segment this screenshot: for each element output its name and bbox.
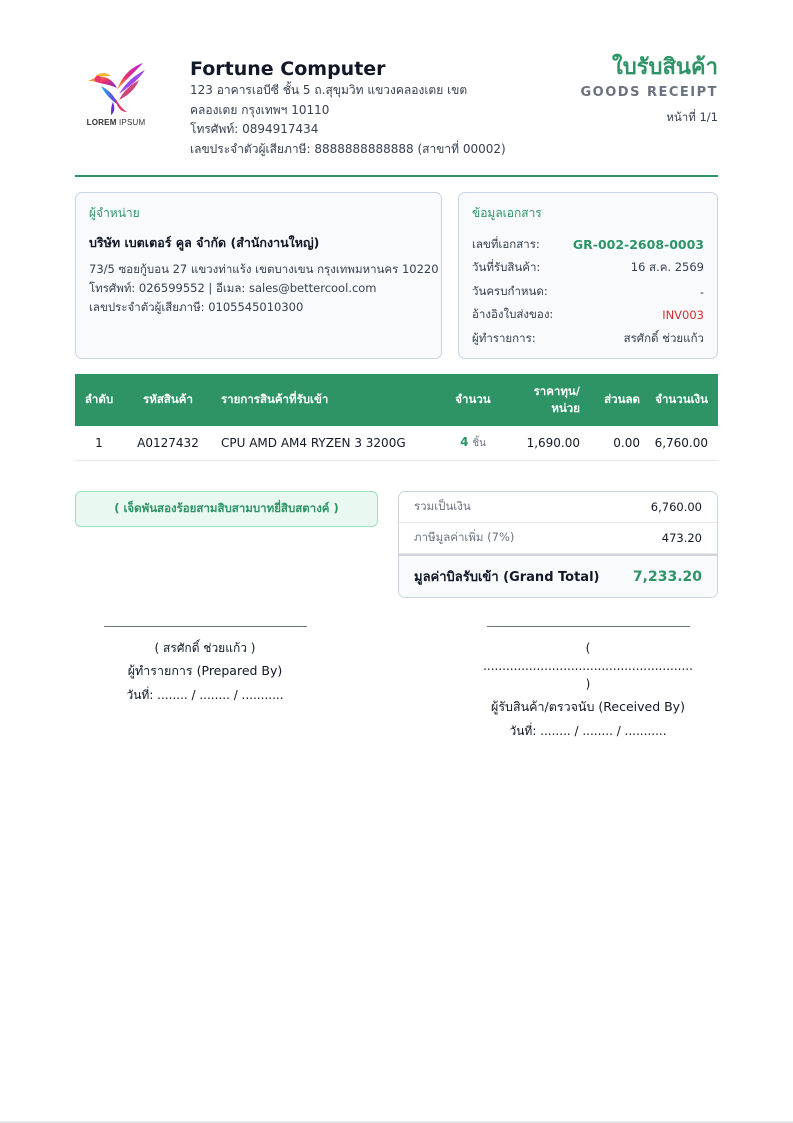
document-info-box xyxy=(458,192,718,359)
supplier-heading: ผู้จำหน่าย xyxy=(89,206,140,220)
table-header xyxy=(75,374,718,426)
subtotal-label: รวมเป็นเงิน xyxy=(414,499,471,513)
supplier-box xyxy=(75,192,442,359)
logo-wordmark: LOREM IPSUM xyxy=(86,118,146,127)
header-discount: ส่วนลด xyxy=(604,392,640,406)
document-info-heading: ข้อมูลเอกสาร xyxy=(472,206,542,220)
table-row xyxy=(75,426,718,461)
header-no: ลำดับ xyxy=(84,392,114,406)
delivery-reference: INV003 xyxy=(662,308,704,323)
info-row-receive-date xyxy=(472,257,704,281)
document-heading xyxy=(581,54,719,127)
totals-box xyxy=(398,491,718,598)
cell-amount: 6,760.00 xyxy=(654,436,708,450)
signature-received-by xyxy=(483,626,693,740)
header-divider xyxy=(75,175,718,177)
company-info xyxy=(190,57,510,159)
qty-value: 4 xyxy=(460,435,469,449)
signature-name: ( ....................................................... ) xyxy=(483,641,693,691)
subtotal-row xyxy=(399,492,717,523)
signature-line xyxy=(487,626,690,627)
header-amount: จำนวนเงิน xyxy=(655,392,708,406)
info-row-prepared-by xyxy=(472,327,704,351)
info-label: อ้างอิงใบส่งของ: xyxy=(472,307,554,322)
prepared-by: สรศักดิ์ ช่วยแก้ว xyxy=(623,330,704,345)
signature-role: ผู้ทำรายการ (Prepared By) xyxy=(127,663,283,678)
cell-item: CPU AMD AM4 RYZEN 3 3200G xyxy=(221,436,406,450)
company-address-line1: 123 อาคารเอบีซี ชั้น 5 ถ.สุขุมวิท แขวงคลองเตย เขต xyxy=(190,83,468,97)
header-unit-price: ราคาทุน/ หน่วย xyxy=(533,384,580,415)
vat-label: ภาษีมูลค่าเพิ่ม (7%) xyxy=(414,530,515,544)
signature-role: ผู้รับสินค้า/ตรวจนับ (Received By) xyxy=(491,699,685,714)
receive-date: 16 ส.ค. 2569 xyxy=(630,260,704,275)
supplier-contact: โทรศัพท์: 026599552 | อีเมล: sales@bettercool.com xyxy=(89,281,377,295)
supplier-name: บริษัท เบตเตอร์ คูล จำกัด (สำนักงานใหญ่) xyxy=(89,235,320,250)
due-date: - xyxy=(699,284,704,299)
info-label: ผู้ทำรายการ: xyxy=(472,330,536,345)
company-name: Fortune Computer xyxy=(190,58,386,80)
info-row-reference xyxy=(472,304,704,328)
grand-total-value: 7,233.20 xyxy=(632,568,702,585)
grand-total-label: มูลค่าบิลรับเข้า (Grand Total) xyxy=(414,570,600,585)
cell-discount: 0.00 xyxy=(613,436,640,450)
company-tax-id: เลขประจำตัวผู้เสียภาษี: 8888888888888 (สาขาที่ 00002) xyxy=(190,141,506,156)
info-label: เลขที่เอกสาร: xyxy=(472,236,540,251)
grand-total-row xyxy=(399,554,717,597)
signature-date: วันที่: ........ / ........ / ........... xyxy=(126,688,284,702)
subtotal-value: 6,760.00 xyxy=(650,500,702,514)
header-qty: จำนวน xyxy=(455,392,491,406)
info-label: วันที่รับสินค้า: xyxy=(472,260,541,275)
document-subtitle: GOODS RECEIPT xyxy=(580,85,718,100)
company-logo xyxy=(85,60,147,132)
vat-value: 473.20 xyxy=(661,531,702,545)
items-table xyxy=(75,374,718,461)
cell-qty xyxy=(438,435,508,451)
signature-line xyxy=(104,626,307,627)
company-address-line2: คลองเตย กรุงเทพฯ 10110 xyxy=(190,102,330,117)
signature-date: วันที่: ........ / ........ / ........... xyxy=(509,724,667,738)
cell-code: A0127432 xyxy=(137,436,199,450)
signature-name: ( สรศักดิ์ ช่วยแก้ว ) xyxy=(154,641,256,655)
document-title: ใบรับสินค้า xyxy=(611,55,718,80)
supplier-address: 73/5 ซอยกู้บอน 27 แขวงท่าแร้ง เขตบางเขน กรุงเทพมหานคร 10220 xyxy=(89,262,439,276)
info-row-due-date xyxy=(472,280,704,304)
cell-no: 1 xyxy=(95,436,103,450)
info-label: วันครบกำหนด: xyxy=(472,283,548,298)
header-item: รายการสินค้าที่รับเข้า xyxy=(221,392,329,406)
header-code: รหัสสินค้า xyxy=(143,392,193,406)
cell-unit-price: 1,690.00 xyxy=(526,436,580,450)
bird-logo-icon xyxy=(85,60,147,116)
info-row-doc-no xyxy=(472,233,704,257)
signature-prepared-by xyxy=(100,626,310,704)
page-number: หน้าที่ 1/1 xyxy=(666,110,718,124)
company-phone: โทรศัพท์: 0894917434 xyxy=(190,122,319,136)
document-number: GR-002-2608-0003 xyxy=(572,237,704,253)
amount-in-words: ( เจ็ดพันสองร้อยสามสิบสามบาทยี่สิบสตางค์ ) xyxy=(75,491,378,527)
qty-unit: ชิ้น xyxy=(472,438,486,449)
vat-row xyxy=(399,523,717,554)
supplier-tax-id: เลขประจำตัวผู้เสียภาษี: 0105545010300 xyxy=(89,300,304,314)
